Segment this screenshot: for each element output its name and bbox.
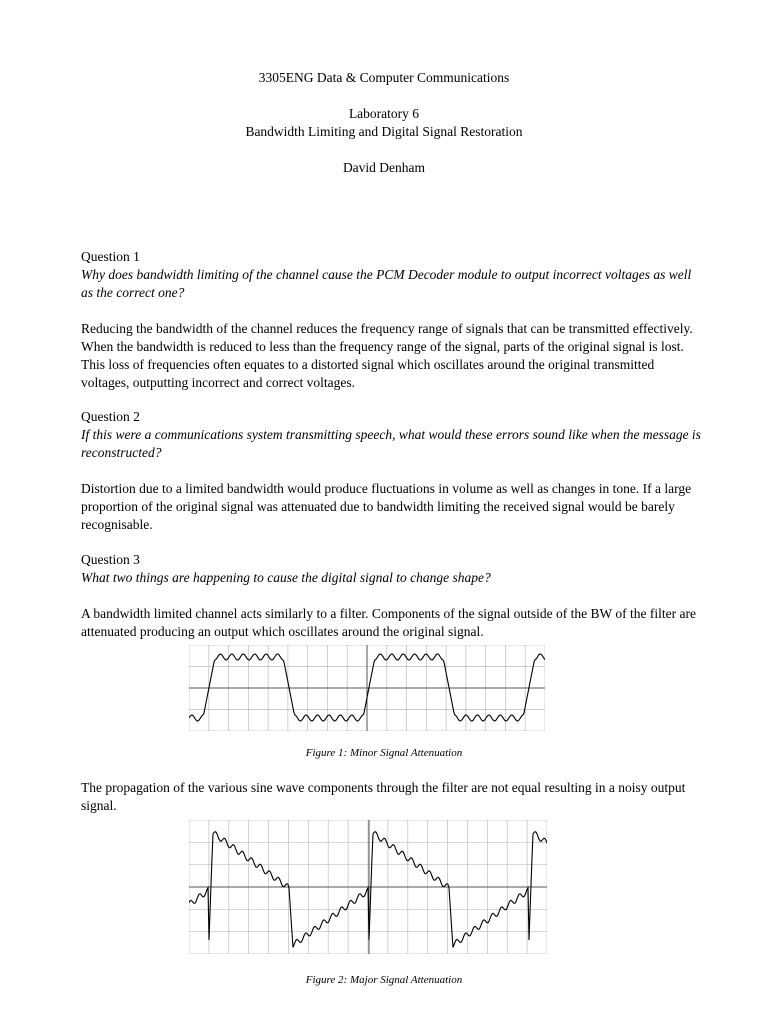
answer-1-text: Reducing the bandwidth of the channel reduces the frequency range of signals that can be transmitted effectively. When the bandwidth is reduced to less than the frequency range of the signal, parts of the original signal is lost. This loss of frequencies often equates to a distorted signal which oscillates around the original transmitted voltages, outputting incorrect and correct voltages. [81, 321, 693, 390]
figure-1-caption: Figure 1: Minor Signal Attenuation [305, 747, 463, 759]
paragraph-2-text: The propagation of the various sine wave components through the filter are not equal resulting in a noisy output signal. [81, 780, 686, 813]
lab-number: Laboratory 6 [348, 106, 420, 121]
question-3 [81, 551, 701, 641]
figure-1-waveform [189, 645, 545, 731]
question-3-text: What two things are happening to cause the digital signal to change shape? [81, 570, 491, 585]
paragraph-2 [81, 779, 701, 815]
question-1-label: Question 1 [81, 249, 140, 264]
answer-3-text: A bandwidth limited channel acts similarly to a filter. Components of the signal outside of the BW of the filter are attenuated producing an output which oscillates around the original signal. [81, 606, 696, 639]
question-1-text: Why does bandwidth limiting of the channel cause the PCM Decoder module to output incorrect voltages as well as the correct one? [81, 267, 692, 300]
figure-2-caption: Figure 2: Major Signal Attenuation [305, 974, 463, 986]
course-title: 3305ENG Data & Computer Communications [258, 70, 510, 85]
question-2-text: If this were a communications system transmitting speech, what would these errors sound like when the message is reconstructed? [81, 427, 701, 460]
question-1 [81, 248, 701, 392]
answer-2-text: Distortion due to a limited bandwidth would produce fluctuations in volume as well as changes in tone. If a large proportion of the original signal was attenuated due to bandwidth limiting the received signal would be barely recognisable. [81, 481, 692, 532]
lab-title: Bandwidth Limiting and Digital Signal Restoration [245, 124, 523, 139]
question-3-label: Question 3 [81, 552, 140, 567]
figure-2-waveform [189, 820, 547, 954]
question-2 [81, 408, 701, 534]
author-name: David Denham [342, 160, 426, 175]
question-2-label: Question 2 [81, 409, 140, 424]
